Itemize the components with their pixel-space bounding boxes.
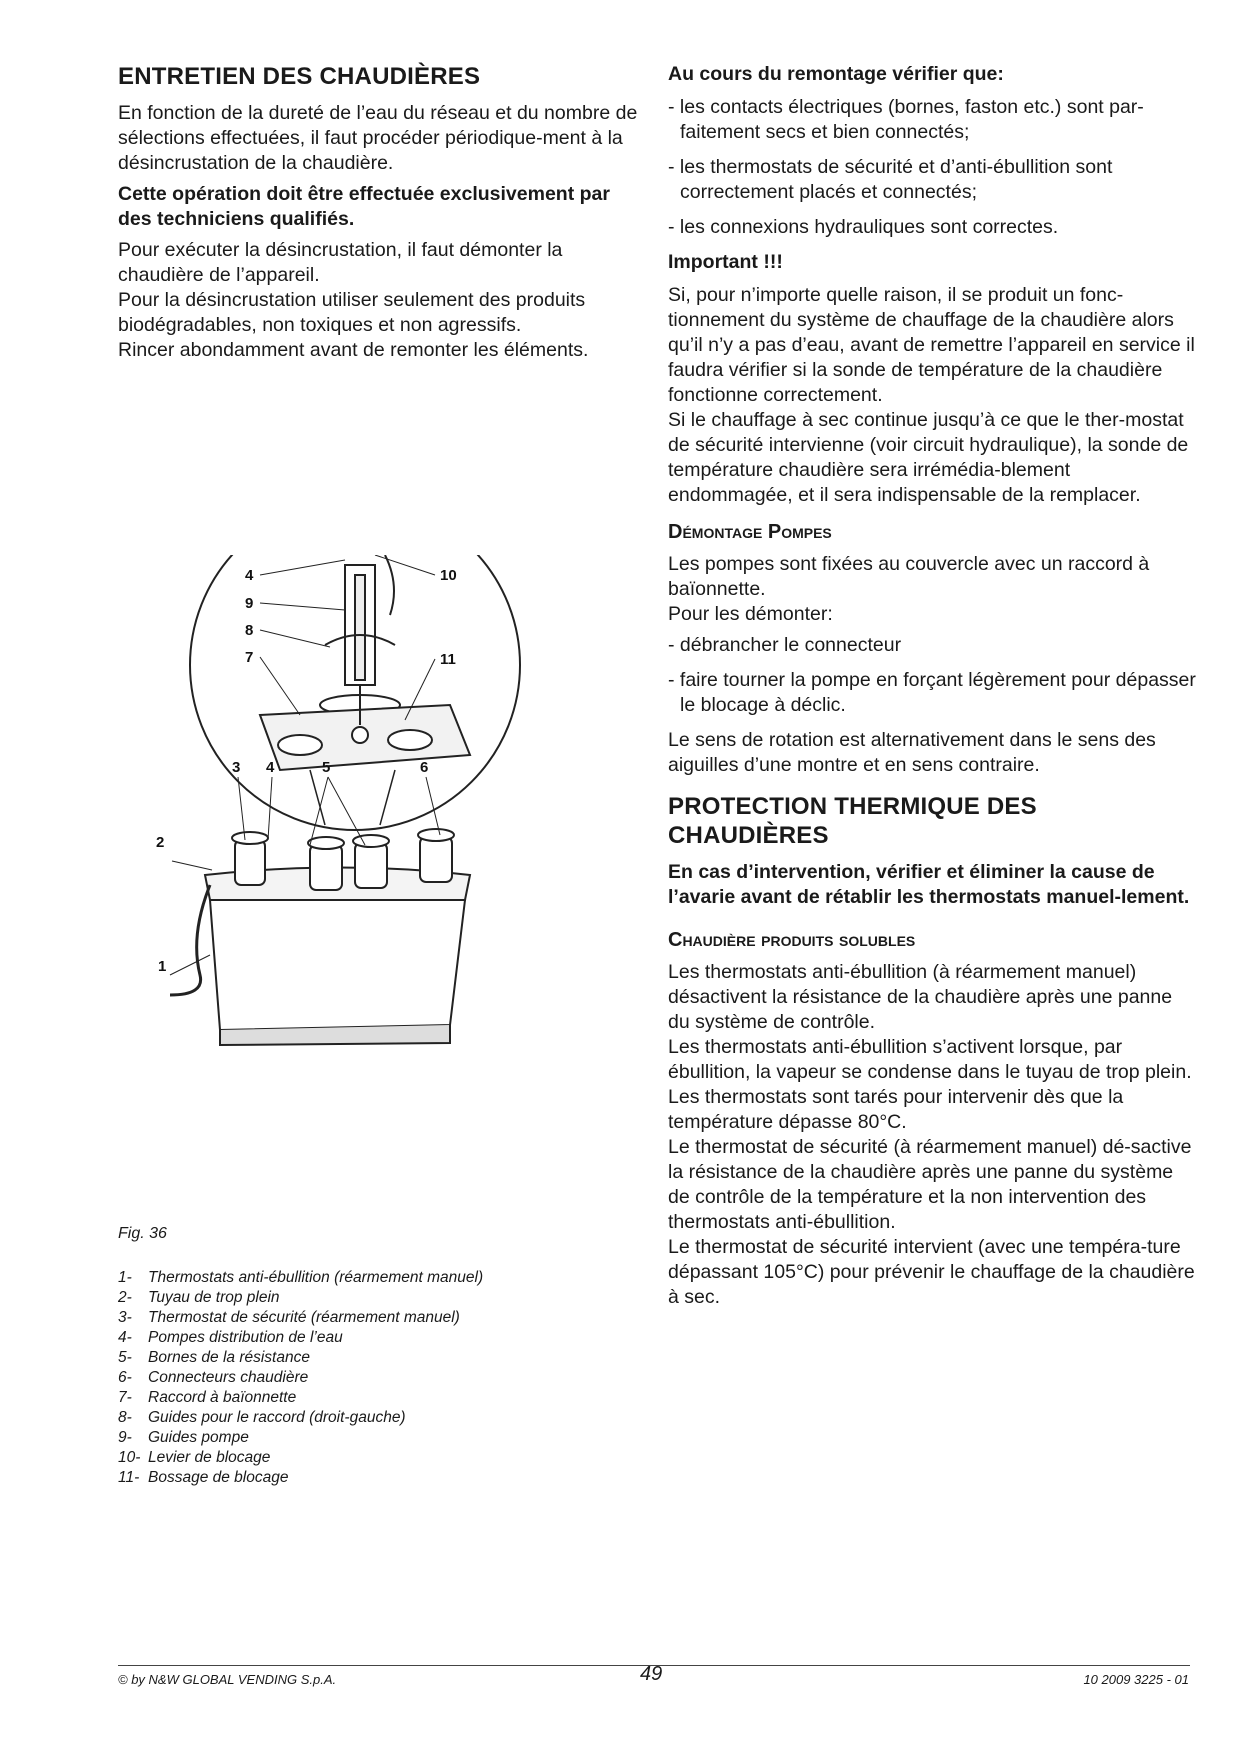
figure-caption: Fig. 36 [118,1225,167,1242]
callout-6: 6 [420,759,429,776]
legend-text: Connecteurs chaudière [148,1369,309,1386]
callout-4-zoom: 4 [245,567,254,584]
legend-text: Thermostats anti-ébullition (réarmement manuel) [148,1269,484,1286]
legend-text: Guides pompe [148,1429,249,1446]
paragraph: Pour exécuter la désincrustation, il faut démonter la chaudière de l’appareil. [118,239,563,286]
legend-text: Guides pour le raccord (droit-gauche) [148,1409,406,1426]
right-column [668,62,1198,1316]
legend-number: 7- [118,1389,132,1406]
legend-text: Bossage de blocage [148,1469,289,1486]
legend-item [118,1448,598,1468]
legend-item [118,1288,598,1308]
legend-text: Tuyau de trop plein [148,1289,280,1306]
remontage-heading: Au cours du remontage vérifier que: [668,63,1004,85]
warning-paragraph: En cas d’intervention, vérifier et éliminer la cause de l’avarie avant de rétablir les thermostats manuel-lement. [668,861,1190,908]
boiler-body [205,868,470,1046]
legend-number: 2- [118,1289,132,1306]
paragraph: Les pompes sont fixées au couvercle avec un raccord à baïonnette. [668,553,1150,600]
paragraph: Le thermostat de sécurité (à réarmement manuel) dé-sactive la résistance de la chaudière après une panne du système de contrôle de la température et la non intervention des thermostats anti-ébullition. [668,1136,1192,1233]
legend-item [118,1348,598,1368]
paragraph: Si, pour n’importe quelle raison, il se produit un fonc-tionnement du système de chauffage de la chaudière alors qu’il n’y a pas d’eau, avant de remettre l’appareil en service il faudra vérifier si la sonde de température de la chaudière fonctionne correctement. [668,284,1195,406]
legend-number: 5- [118,1349,132,1366]
list-item: - débrancher le connecteur [668,634,902,656]
callout-8: 8 [245,622,254,639]
document-reference: 10 2009 3225 - 01 [1083,1672,1189,1687]
overflow-pipe [170,885,210,995]
legend-item [118,1408,598,1428]
paragraph: Les thermostats anti-ébullition (à réarmement manuel) désactivent la résistance de la chaudière après une panne du système de contrôle. [668,961,1173,1033]
boiler-diagram [150,555,570,1195]
list-item: - les thermostats de sécurité et d’anti-ébullition sont correctement placés et connectés; [668,156,1113,203]
callout-7: 7 [245,649,254,666]
legend-number: 1- [118,1269,132,1286]
callout-3: 3 [232,759,241,776]
paragraph: Rincer abondamment avant de remonter les éléments. [118,339,589,361]
solubles-heading: Chaudière produits solubles [668,929,916,951]
legend-item [118,1468,598,1488]
footer-copyright: © by N&W GLOBAL VENDING S.p.A. [118,1672,337,1687]
left-column [118,62,638,369]
callout-10: 10 [440,567,457,584]
important-heading: Important !!! [668,251,783,273]
legend-item [118,1328,598,1348]
legend-number: 9- [118,1429,132,1446]
figure-legend [118,1268,598,1488]
warning-paragraph: Cette opération doit être effectuée exclusivement par des techniciens qualifiés. [118,183,610,230]
callout-11: 11 [440,651,456,668]
legend-number: 11- [118,1469,140,1486]
paragraph: Les thermostats anti-ébullition s’activent lorsque, par ébullition, la vapeur se condense dans le tuyau de trop plein. Les thermostats sont tarés pour intervenir dès que la température dépasse 80°C. [668,1036,1192,1133]
callout-5: 5 [322,759,331,776]
list-item: - les connexions hydrauliques sont correctes. [668,216,1059,238]
list-item: - les contacts électriques (bornes, faston etc.) sont par-faitement secs et bien connectés; [668,96,1144,143]
legend-number: 6- [118,1369,132,1386]
paragraph: Le thermostat de sécurité intervient (avec une tempéra-ture dépassant 105°C) pour prévenir le chauffage de la chaudière à sec. [668,1236,1195,1308]
legend-number: 3- [118,1309,132,1326]
legend-item [118,1268,598,1288]
legend-number: 8- [118,1409,132,1426]
legend-item [118,1308,598,1328]
section-title-protection: PROTECTION THERMIQUE DES CHAUDIÈRES [668,793,1037,849]
list-item: - faire tourner la pompe en forçant légèrement pour dépasser le blocage à déclic. [668,669,1196,716]
legend-number: 4- [118,1329,132,1346]
paragraph: Pour la désincrustation utiliser seulement des produits biodégradables, non toxiques et non agressifs. [118,289,586,336]
legend-text: Levier de blocage [148,1449,271,1466]
legend-item [118,1388,598,1408]
section-title-entretien: ENTRETIEN DES CHAUDIÈRES [118,63,481,90]
legend-item [118,1368,598,1388]
paragraph: Si le chauffage à sec continue jusqu’à ce que le ther-mostat de sécurité intervienne (voir circuit hydraulique), la sonde de température chaudière sera irrémédia-blement endommagée, et il sera indispensable de la remplacer. [668,409,1189,506]
callout-1: 1 [158,958,167,975]
callout-9: 9 [245,595,254,612]
legend-text: Thermostat de sécurité (réarmement manuel) [148,1309,460,1326]
pompes-heading: Démontage Pompes [668,521,832,543]
callout-2: 2 [156,834,165,851]
legend-text: Pompes distribution de l’eau [148,1329,343,1346]
legend-text: Raccord à baïonnette [148,1389,297,1406]
page-number: 49 [640,1663,663,1685]
legend-text: Bornes de la résistance [148,1349,310,1366]
legend-item [118,1428,598,1448]
callout-4: 4 [266,759,275,776]
paragraph: En fonction de la dureté de l’eau du réseau et du nombre de sélections effectuées, il faut procéder périodique-ment à la désincrustation de la chaudière. [118,102,638,174]
paragraph: Le sens de rotation est alternativement dans le sens des aiguilles d’une montre et en sens contraire. [668,729,1156,776]
legend-number: 10- [118,1449,141,1466]
paragraph: Pour les démonter: [668,603,833,625]
